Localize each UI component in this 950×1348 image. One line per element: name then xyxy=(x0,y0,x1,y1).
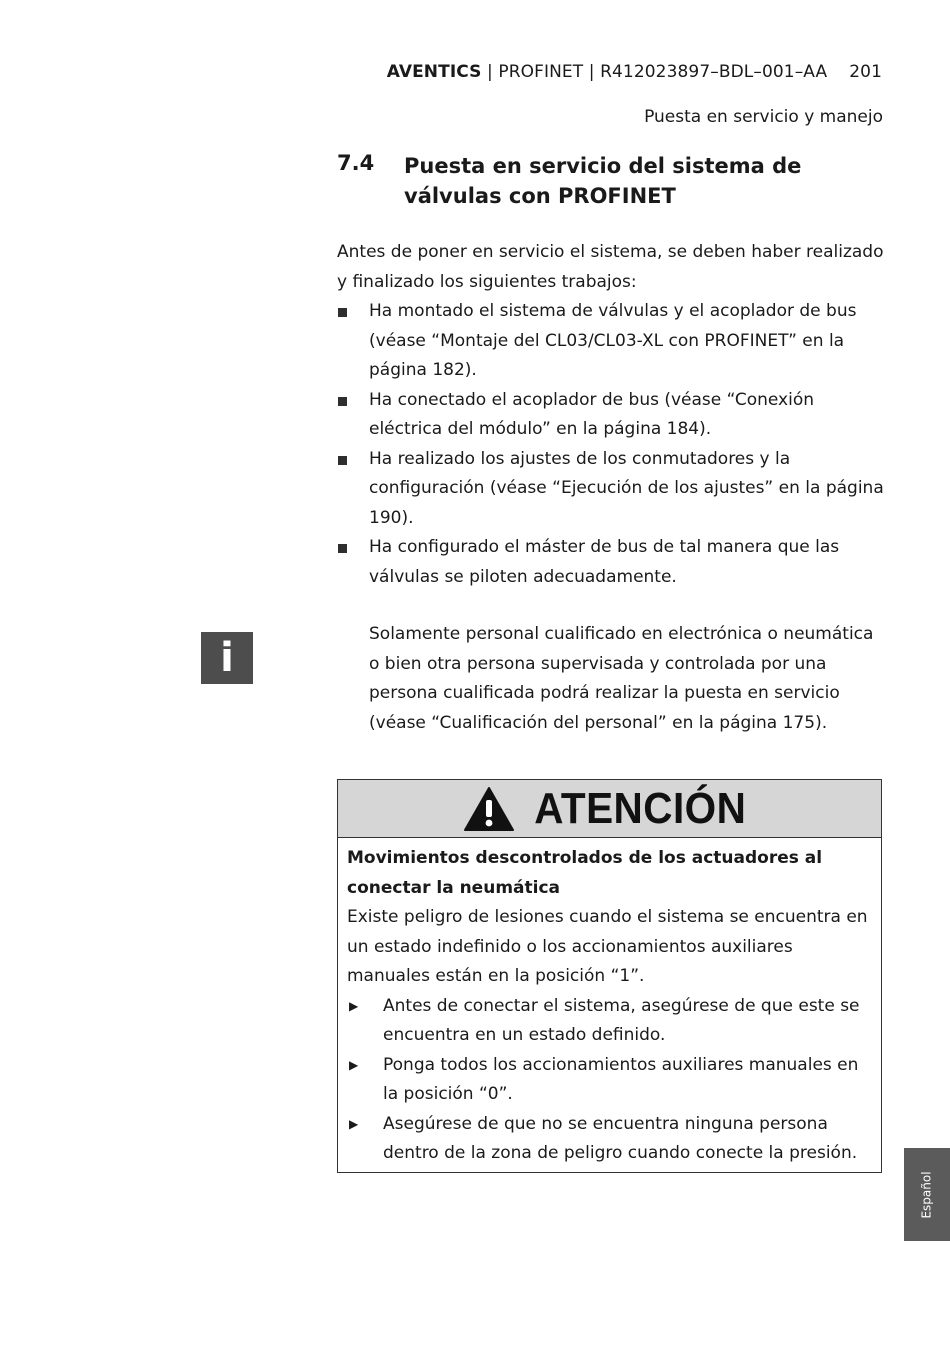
warning-content xyxy=(338,838,881,1169)
signal-word: ATENCIÓN xyxy=(534,783,747,833)
document-number: R412023897–BDL–001–AA xyxy=(600,62,828,82)
info-icon: i xyxy=(201,632,253,684)
list-item: Ha conectado el acoplador de bus (véase “Conexión eléctrica del módulo” en la página 184). xyxy=(337,386,885,445)
square-bullet-icon xyxy=(338,544,347,553)
intro-paragraph: Antes de poner en servicio el sistema, se deben haber realizado y finalizado los siguientes trabajos: xyxy=(337,242,884,292)
product-name: PROFINET xyxy=(498,62,584,82)
triangle-bullet-icon: ▶ xyxy=(349,998,359,1013)
square-bullet-icon xyxy=(338,308,347,317)
warning-description: Existe peligro de lesiones cuando el sistema se encuentra en un estado indefinido o los accionamientos auxiliares manuales están en la posición “1”. xyxy=(347,907,868,986)
header-separator: | xyxy=(481,62,499,82)
warning-header xyxy=(338,780,881,838)
square-bullet-icon xyxy=(338,397,347,406)
list-item: Ha configurado el máster de bus de tal manera que las válvulas se piloten adecuadamente. xyxy=(337,533,885,592)
list-item: Ha realizado los ajustes de los conmutadores y la configuración (véase “Ejecución de los ajustes” en la página 190). xyxy=(337,445,885,534)
list-item: Ha montado el sistema de válvulas y el acoplador de bus (véase “Montaje del CL03/CL03-XL con PROFINET” en la página 182). xyxy=(337,297,885,386)
square-bullet-icon xyxy=(338,456,347,465)
list-item: ▶ Antes de conectar el sistema, asegúrese de que este se encuentra en un estado definido. xyxy=(349,995,860,1045)
header-separator: | xyxy=(583,62,601,82)
running-header xyxy=(300,62,882,82)
triangle-bullet-icon: ▶ xyxy=(349,1116,359,1131)
list-item: ▶ Asegúrese de que no se encuentra ninguna persona dentro de la zona de peligro cuando conecte la presión. xyxy=(349,1113,858,1163)
warning-steps xyxy=(347,992,873,1169)
info-note: Solamente personal cualificado en electrónica o neumática o bien otra persona supervisada y controlada por una persona cualificada podrá realizar la puesta en servicio (véase “Cualificación del personal” en la página 175). xyxy=(369,624,874,733)
warning-title: Movimientos descontrolados de los actuadores al conectar la neumática xyxy=(347,848,823,898)
heading-number: 7.4 xyxy=(337,151,375,175)
heading-title: Puesta en servicio del sistema de válvulas con PROFINET xyxy=(404,154,802,208)
section-name: Puesta en servicio y manejo xyxy=(644,107,883,127)
page-number: 201 xyxy=(849,62,882,82)
brand-name: AVENTICS xyxy=(386,62,482,82)
warning-box xyxy=(337,779,882,1173)
language-label: Español xyxy=(920,1170,934,1219)
language-tab xyxy=(904,1148,950,1241)
prerequisite-list xyxy=(337,297,885,592)
warning-triangle-icon xyxy=(463,786,515,832)
triangle-bullet-icon: ▶ xyxy=(349,1057,359,1072)
list-item: ▶ Ponga todos los accionamientos auxiliares manuales en la posición “0”. xyxy=(349,1054,859,1104)
